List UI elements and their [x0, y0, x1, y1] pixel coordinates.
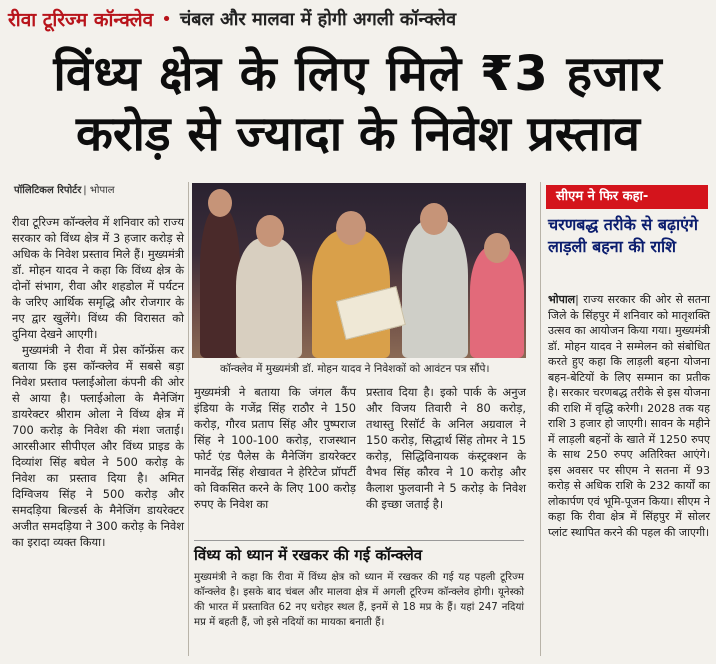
news-photo: [192, 183, 526, 358]
kicker-line: [8, 4, 708, 34]
article-column-2: [194, 384, 356, 512]
byline: [14, 182, 115, 196]
sidebar-dateline: भोपाल: [548, 293, 576, 306]
headline-line-2: करोड़ से ज्यादा के निवेश प्रस्ताव: [76, 106, 640, 162]
sidebar-tag: सीएम ने फिर कहा-: [546, 185, 708, 209]
article-paragraph: मुख्यमंत्री ने रीवा में प्रेस कॉन्फ्रेंस कर बताया कि इस कॉन्क्लेव में सबसे बड़ा निवेश प्रस्ताव फ्लाईओला कंपनी की ओर से आया है। फ्लाईओला के मैनेजिंग डायरेक्टर श्रीराम ओला ने विंध्य क्षेत्र में 700 करोड़ के निवेश की मंशा जताई। आरसीआर सीपीएल और विंध्य प्राइड के दिव्यांश सिंह बघेल ने 500 करोड़ के निवेश का प्रस्ताव दिया है। अमित दिग्विजय सिंह ने 500 करोड़ और समदड़िया बिल्डर्स के मैनेजिंग डायरेक्टर अजीत समदड़िया ने 300 करोड़ के निवेश का इरादा व्यक्त किया।: [12, 343, 184, 549]
photo-person-head: [484, 233, 510, 263]
byline-city: | भोपाल: [83, 185, 115, 196]
photo-person: [402, 220, 468, 358]
kicker-separator: •: [161, 8, 172, 30]
photo-person-head: [256, 215, 284, 247]
sidebar-headline: चरणबद्ध तरीके से बढ़ाएंगे लाड़ली बहना की राशि: [548, 215, 698, 256]
column-divider: [188, 182, 189, 656]
kicker-event: रीवा टूरिज्म कॉन्क्लेव: [8, 9, 154, 31]
photo-person-head: [336, 211, 366, 245]
photo-person-head: [208, 189, 232, 217]
article-subheading: विंध्य को ध्यान में रखकर की गई कॉन्क्लेव: [194, 540, 524, 565]
article-paragraph: रीवा टूरिज्म कॉन्क्लेव में शनिवार को राज्य सरकार को विंध्य क्षेत्र में 3 हजार करोड़ से अधिक के निवेश प्रस्ताव मिले हैं। मुख्यमंत्री डॉ. मोहन यादव ने कहा कि विंध्य क्षेत्र के दोनों संभाग, रीवा और शहडोल में पर्यटन के जरिए आर्थिक समृद्धि और रोजगार के नए द्वार खुलेंगे। विंध्य की विरासत को दुनिया देखने आएगी।: [12, 215, 184, 341]
sidebar-paragraph: [548, 292, 710, 540]
headline-line-1: विंध्य क्षेत्र के लिए मिले ₹3 हजार: [53, 46, 663, 102]
article-paragraph: मुख्यमंत्री ने बताया कि जंगल कैंप इंडिया के गजेंद्र सिंह राठौर ने 150 करोड़, गौरव प्रताप सिंह और पुष्पराज सिंह ने 100-100 करोड़, राजस्थान फोर्ट एंड पैलेस के मैनेजिंग डायरेक्टर मानवेंद्र सिंह शेखावत ने हेरिटेज प्रॉपर्टी को विकसित करने के लिए 100 करोड़ रुपए के निवेश का: [194, 385, 356, 511]
sidebar-text: | राज्य सरकार की ओर से सतना जिले के सिंहपुर में शनिवार को मातृशक्ति उत्सव का आयोजन किया गया। मुख्यमंत्री डॉ. मोहन यादव ने सम्मेलन को संबोधित करते हुए कहा कि लाड़ली बहना योजना बहन-बेटियों के लिए सम्मान का प्रतीक है। सरकार चरणबद्ध तरीके से इस योजना की राशि में वृद्धि करेगी। 2028 तक यह राशि 3 हजार हो जाएगी। सावन के महीने में लाड़ली बहनों के खाते में 1250 रुपए के साथ 250 रुपए अतिरिक्त आएंगे। इस अवसर पर सीएम ने सतना में 93 करोड़ से अधिक राशि के 232 कार्यों का लोकार्पण एवं भूमि-पूजन किया। सीएम ने कहा कि रीवा क्षेत्र में सिंहपुर में सोलर प्लांट स्थापित करने की पहल की जाएगी।: [548, 293, 710, 539]
photo-person: [200, 208, 240, 358]
photo-caption: कॉन्क्लेव में मुख्यमंत्री डॉ. मोहन यादव ने निवेशकों को आवंटन पत्र सौंपे।: [220, 363, 490, 375]
article-paragraph: प्रस्ताव दिया है। इको पार्क के अनुज और विजय तिवारी ने 80 करोड़, तथास्तु रिसॉर्ट के अनिल अग्रवाल ने 150 करोड़, सिद्धार्थ सिंह तोमर ने 15 करोड़, सिद्धिविनायक कंस्ट्रक्शन के वैभव सिंह कौरव ने 10 करोड़ और कैलाश फुलवानी ने 5 करोड़ के निवेश की इच्छा जताई है।: [366, 385, 526, 511]
article-paragraph: मुख्यमंत्री ने कहा कि रीवा में विंध्य क्षेत्र को ध्यान में रखकर की गई यह पहली टूरिज्म कॉन्क्लेव है। इसके बाद चंबल और मालवा क्षेत्र में अगली टूरिज्म कॉन्क्लेव होगी। यूनेस्को की भारत में प्रस्तावित 62 नए धरोहर स्थल हैं, इनमें से 18 मप्र के हैं। यहां 247 नदियां मप्र में बहती हैं, जो इसे नदियों का मायका बनाती हैं।: [194, 572, 524, 628]
article-column-1: [12, 214, 184, 550]
article-column-3: [366, 384, 526, 512]
photo-person: [236, 238, 302, 358]
column-divider: [540, 182, 541, 656]
photo-person-head: [420, 203, 448, 235]
article-bottom-block: [194, 570, 524, 630]
main-headline: [6, 44, 710, 164]
sidebar-body: [548, 292, 710, 540]
kicker-subtitle: चंबल और मालवा में होगी अगली कॉन्क्लेव: [179, 9, 457, 30]
byline-reporter: पॉलिटिकल रिपोर्टर: [14, 185, 82, 196]
